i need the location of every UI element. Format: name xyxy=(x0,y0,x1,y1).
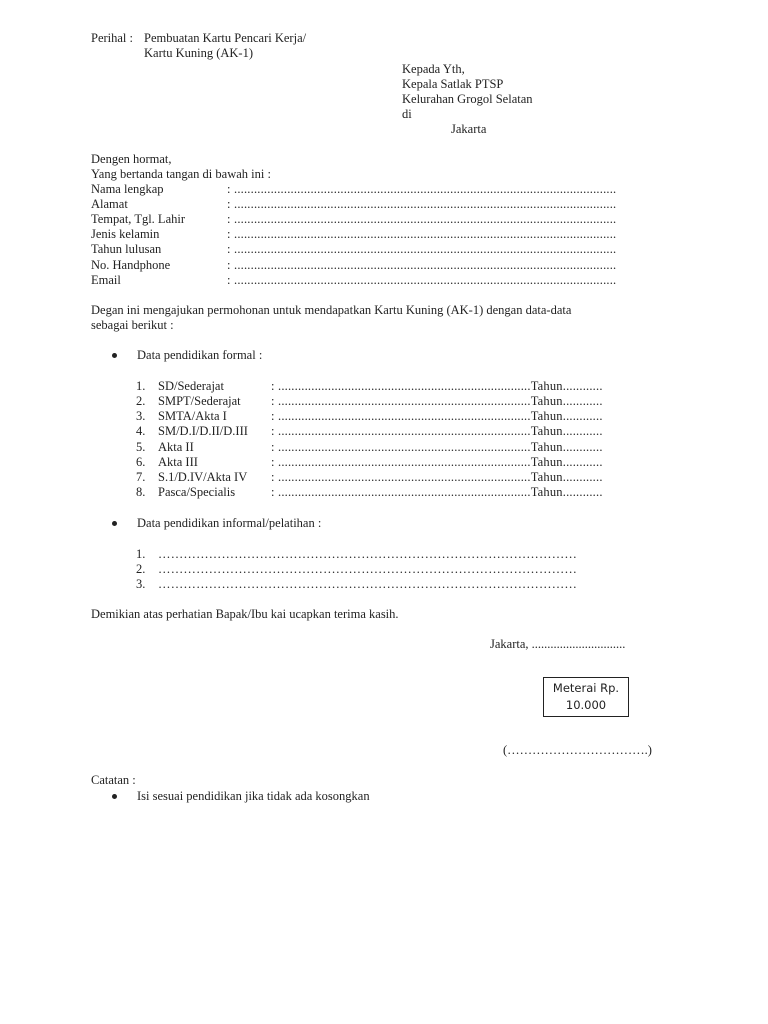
formal-item-label: Akta II xyxy=(158,440,194,454)
greeting: Dengen hormat, xyxy=(91,152,172,166)
formal-item-label: S.1/D.IV/Akta IV xyxy=(158,470,248,484)
intro-text: Yang bertanda tangan di bawah ini : xyxy=(91,167,271,181)
field-label-tahun-lulusan: Tahun lulusan xyxy=(91,242,162,256)
meterai-label: Meterai Rp. xyxy=(552,681,620,695)
field-blank-ttl[interactable]: : ................................................................................................................... xyxy=(227,212,617,226)
recipient-city: Jakarta xyxy=(451,122,487,136)
meterai-amount: 10.000 xyxy=(565,698,607,712)
formal-item-blank[interactable]: : ............................................................................Tahun............ xyxy=(271,394,603,408)
formal-item-number: 2. xyxy=(136,394,146,408)
informal-item-blank[interactable]: ……………………………………………………………………………………… xyxy=(158,577,578,591)
formal-item-label: Pasca/Specialis xyxy=(158,485,236,499)
field-label-handphone: No. Handphone xyxy=(91,258,171,272)
informal-item-number: 3. xyxy=(136,577,146,591)
request-line1: Degan ini mengajukan permohonan untuk mendapatkan Kartu Kuning (AK-1) dengan data-data xyxy=(91,303,572,317)
formal-item-blank[interactable]: : ............................................................................Tahun............ xyxy=(271,455,603,469)
formal-item-blank[interactable]: : ............................................................................Tahun............ xyxy=(271,470,603,484)
field-label-email: Email xyxy=(91,273,121,287)
place-date[interactable]: Jakarta, .............................. xyxy=(490,637,626,651)
field-blank-nama[interactable]: : ................................................................................................................... xyxy=(227,182,617,196)
field-blank-alamat[interactable]: : ................................................................................................................... xyxy=(227,197,617,211)
field-label-nama: Nama lengkap xyxy=(91,182,164,196)
recipient-line: Kepala Satlak PTSP xyxy=(402,77,504,91)
perihal-label: Perihal : xyxy=(91,31,134,45)
formal-education-heading: Data pendidikan formal : xyxy=(137,348,263,362)
formal-item-blank[interactable]: : ............................................................................Tahun............ xyxy=(271,440,603,454)
formal-item-number: 4. xyxy=(136,424,146,438)
informal-item-blank[interactable]: ……………………………………………………………………………………… xyxy=(158,547,578,561)
bullet-icon xyxy=(112,353,117,358)
perihal-subject-line1: Pembuatan Kartu Pencari Kerja/ xyxy=(144,31,307,45)
formal-item-number: 6. xyxy=(136,455,146,469)
notes-heading: Catatan : xyxy=(91,773,136,787)
field-blank-handphone[interactable]: : ................................................................................................................... xyxy=(227,258,617,272)
formal-item-number: 8. xyxy=(136,485,146,499)
bullet-icon xyxy=(112,794,117,799)
formal-item-label: Akta III xyxy=(158,455,198,469)
field-label-alamat: Alamat xyxy=(91,197,128,211)
field-label-jenis-kelamin: Jenis kelamin xyxy=(91,227,160,241)
formal-item-number: 1. xyxy=(136,379,146,393)
formal-item-blank[interactable]: : ............................................................................Tahun............ xyxy=(271,379,603,393)
formal-item-label: SM/D.I/D.II/D.III xyxy=(158,424,248,438)
field-blank-jenis-kelamin[interactable]: : ................................................................................................................... xyxy=(227,227,617,241)
signature-line[interactable]: (…………………………….) xyxy=(503,743,652,757)
formal-item-number: 7. xyxy=(136,470,146,484)
meterai-stamp-box xyxy=(543,677,629,717)
formal-item-blank[interactable]: : ............................................................................Tahun............ xyxy=(271,424,603,438)
formal-item-blank[interactable]: : ............................................................................Tahun............ xyxy=(271,485,603,499)
recipient-line: di xyxy=(402,107,412,121)
formal-item-number: 5. xyxy=(136,440,146,454)
formal-item-label: SD/Sederajat xyxy=(158,379,224,393)
notes-item: Isi sesuai pendidikan jika tidak ada kosongkan xyxy=(137,789,370,803)
informal-item-number: 1. xyxy=(136,547,146,561)
informal-education-heading: Data pendidikan informal/pelatihan : xyxy=(137,516,322,530)
field-label-ttl: Tempat, Tgl. Lahir xyxy=(91,212,186,226)
formal-item-label: SMPT/Sederajat xyxy=(158,394,241,408)
informal-item-number: 2. xyxy=(136,562,146,576)
recipient-line: Kepada Yth, xyxy=(402,62,465,76)
perihal-subject-line2: Kartu Kuning (AK-1) xyxy=(144,46,254,60)
formal-item-blank[interactable]: : ............................................................................Tahun............ xyxy=(271,409,603,423)
recipient-line: Kelurahan Grogol Selatan xyxy=(402,92,533,106)
request-line2: sebagai berikut : xyxy=(91,318,174,332)
field-blank-email[interactable]: : ................................................................................................................... xyxy=(227,273,617,287)
informal-item-blank[interactable]: ……………………………………………………………………………………… xyxy=(158,562,578,576)
field-blank-tahun-lulusan[interactable]: : ................................................................................................................... xyxy=(227,242,617,256)
formal-item-label: SMTA/Akta I xyxy=(158,409,227,423)
bullet-icon xyxy=(112,521,117,526)
closing-thanks: Demikian atas perhatian Bapak/Ibu kai ucapkan terima kasih. xyxy=(91,607,399,621)
formal-item-number: 3. xyxy=(136,409,146,423)
